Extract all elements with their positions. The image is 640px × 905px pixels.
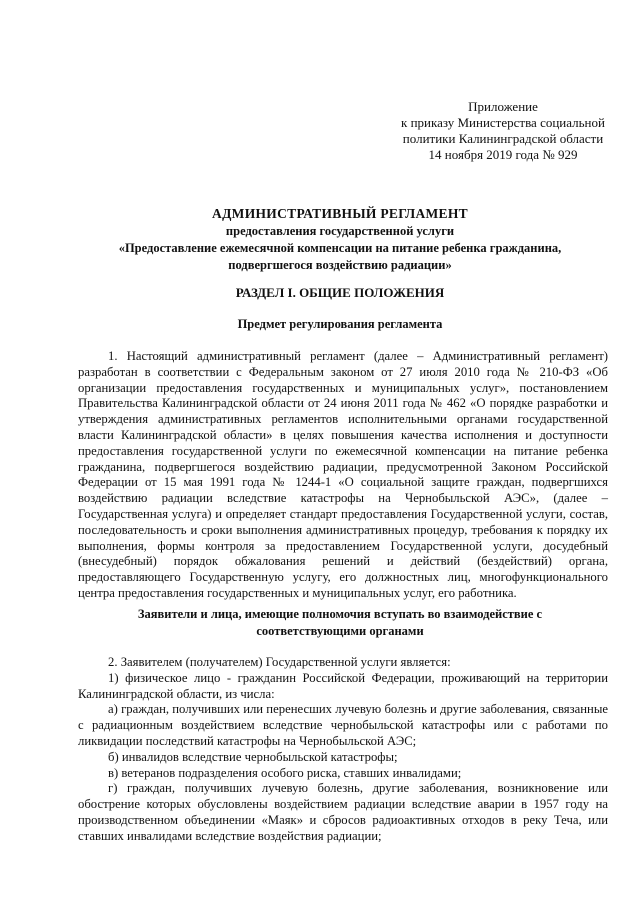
approval-line-2: к приказу Министерства социальной [401,115,605,130]
applicants-list [78,655,608,845]
item-2-a: а) граждан, получивших или перенесших лучевую болезнь и другие заболевания, связанные с радиационным воздействием вследствие чернобыльской катастрофы или с работами по ликвидации последствий катастрофы на Чернобыльской АЭС; [78,702,608,748]
approval-line-1: Приложение [468,99,538,114]
item-2-b: б) инвалидов вследствие чернобыльской катастрофы; [108,749,398,764]
applicants-heading [60,606,620,640]
applicants-heading-line-2: соответствующими органами [256,624,424,638]
title-main: АДМИНИСТРАТИВНЫЙ РЕГЛАМЕНТ [212,206,468,221]
item-2-1: 1) физическое лицо - гражданин Российской Федерации, проживающий на территории Калининградской области, из числа: [78,670,608,701]
document-title [60,205,620,274]
title-sub-3: подвергшегося воздействию радиации» [228,258,452,272]
item-2-v: в) ветеранов подразделения особого риска, ставших инвалидами; [108,765,462,780]
approval-stamp [398,99,608,163]
title-sub-1: предоставления государственной услуги [225,224,455,238]
item-2-g: г) граждан, получивших лучевую болезнь, другие заболевания, возникновение или обострение которых обусловлены воздействием радиации вследствие аварии в 1957 году на производственном объединении «Маяк» и сбросов радиоактивных отходов в реку Теча, или ставших инвалидами вследствие воздействия радиации; [78,781,608,843]
title-sub-2: «Предоставление ежемесячной компенсации на питание ребенка гражданина, [118,241,562,255]
paragraph-1: 1. Настоящий административный регламент (далее – Административный регламент) разработан в соответствии с Федеральным законом от 27 июля 2010 года № 210-ФЗ «Об организации предоставления государственных и муниципальных услуг», постановлением Правительства Калининградской области от 24 июня 2011 года № 462 «О порядке разработки и утверждения административных регламентов исполнительными органами государственной власти Калининградской области» в целях повышения качества исполнения и доступности предоставления государственной услуги по ежемесячной компенсации на питание ребенка гражданина, подвергшегося воздействию радиации, предусмотренной Законом Российской Федерации от 15 мая 1991 года № 1244-1 «О социальной защите граждан, подвергшихся воздействию радиации вследствие катастрофы на Чернобыльской АЭС», (далее – Государственная услуга) и определяет стандарт предоставления Государственной услуги, состав, последовательность и сроки выполнения административных процедур, требования к порядку их выполнения, формы контроля за предоставлением Государственной услуги, досудебный (внесудебный) порядок обжалования решений и действий (бездействий) органа, предоставляющего Государственную услугу, его должностных лиц, многофункционального центра предоставления государственных и муниципальных услуг, его работника. [78,349,608,600]
approval-line-4: 14 ноября 2019 года № 929 [428,147,578,162]
paragraph-1-block [78,349,608,602]
section-heading: РАЗДЕЛ I. ОБЩИЕ ПОЛОЖЕНИЯ [235,285,445,300]
approval-line-3: политики Калининградской области [402,131,604,146]
subject-heading: Предмет регулирования регламента [237,317,443,331]
item-2: 2. Заявителем (получателем) Государственной услуги является: [108,655,451,669]
applicants-heading-line-1: Заявители и лица, имеющие полномочия вступать во взаимодействие с [137,607,543,621]
